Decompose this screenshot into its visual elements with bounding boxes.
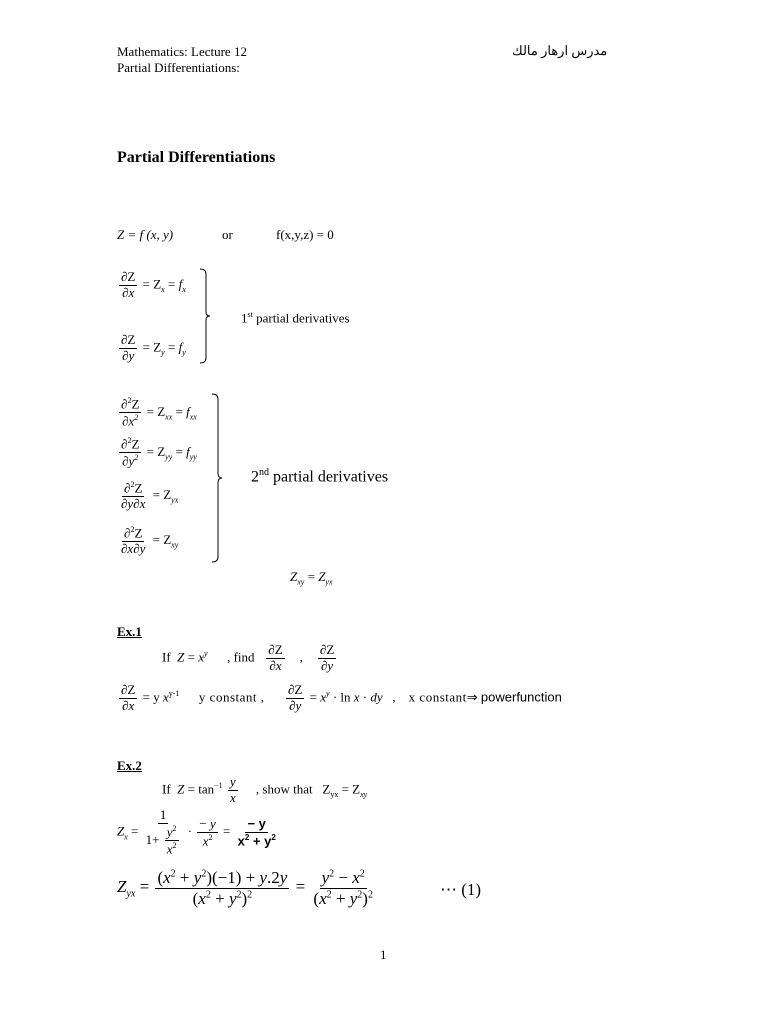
- header-left-line1: Mathematics: Lecture 12: [117, 44, 247, 59]
- ex2-zyx: $Z_{yx}$ = $\frac{(x^2 + y^2)(-1) + y.2y}{(x^2 + y^2)^2}$ = $\frac{y^2 - x^2}{(x^2 + y^2)^2}$: [117, 868, 373, 908]
- eq-zyy: $\frac{\partial^2Z}{\partial y^2}$ = $Z_{yy} = f_{yy}$: [121, 436, 197, 469]
- ex1-label: Ex.1: [117, 624, 142, 639]
- def-z-equation: Z = f (x, y): [117, 227, 174, 242]
- header-right: مدرس ارهار مالك: [512, 43, 608, 58]
- ex1-solution: $\frac{\partial Z}{\partial x}$ = y $x^{y-1}$ y constant , $\frac{\partial Z}{\partial y}$ = $x^y \cdot \ln x$ · dy , x constant⇒ powerfunction: [121, 682, 562, 713]
- def-or: or: [222, 227, 233, 242]
- ex2-equation-number: ⋯ (1): [440, 880, 482, 899]
- ex2-zx: $Z_x$ = 1 1+ $\frac{y^2}{x^2}$ · $\frac{- y}{x^2}$ = $\frac{- y}{x^2 + y^2}$: [117, 807, 276, 857]
- second-derivatives-label: 2nd partial derivatives: [251, 467, 389, 486]
- ex2-label: Ex.2: [117, 758, 142, 773]
- eq-zy: $\frac{\partial Z}{\partial y}$ = $Z_y = f_y$: [121, 332, 186, 363]
- second-derivatives-brace: [210, 393, 224, 563]
- ex1-statement: If $Z = x^y$ , find $\frac{\partial Z}{\partial x}$ , $\frac{\partial Z}{\partial y}$: [162, 642, 335, 673]
- eq-zxx: $\frac{\partial^2Z}{\partial x^2}$ = $Z_{xx} = f_{xx}$: [121, 396, 197, 429]
- eq-zx: $\frac{\partial Z}{\partial x}$ = $Z_x = f_x$: [121, 269, 186, 300]
- eq-zxy: $\frac{\partial^2Z}{\partial x\partial y}$ = $Z_{xy}$: [121, 525, 179, 557]
- page-title: Partial Differentiations: [117, 149, 276, 166]
- eq-zyx: $\frac{\partial^2Z}{\partial y\partial x}$ = $Z_{yx}$: [121, 480, 179, 512]
- first-derivatives-brace: [198, 268, 212, 364]
- eq-mixed-equal: $Z_{xy} = Z_{yx}$: [290, 569, 333, 587]
- ex2-statement: If $Z = \tan^{-1}$ $\frac{y}{x}$ , show that $Z_{yx} = Z_{xy}$: [162, 774, 368, 805]
- def-implicit: f(x,y,z) = 0: [276, 227, 334, 242]
- first-derivatives-label: 1st partial derivatives: [241, 310, 350, 326]
- header-left-line2: Partial Differentiations:: [117, 60, 240, 75]
- page-number: 1: [380, 947, 387, 962]
